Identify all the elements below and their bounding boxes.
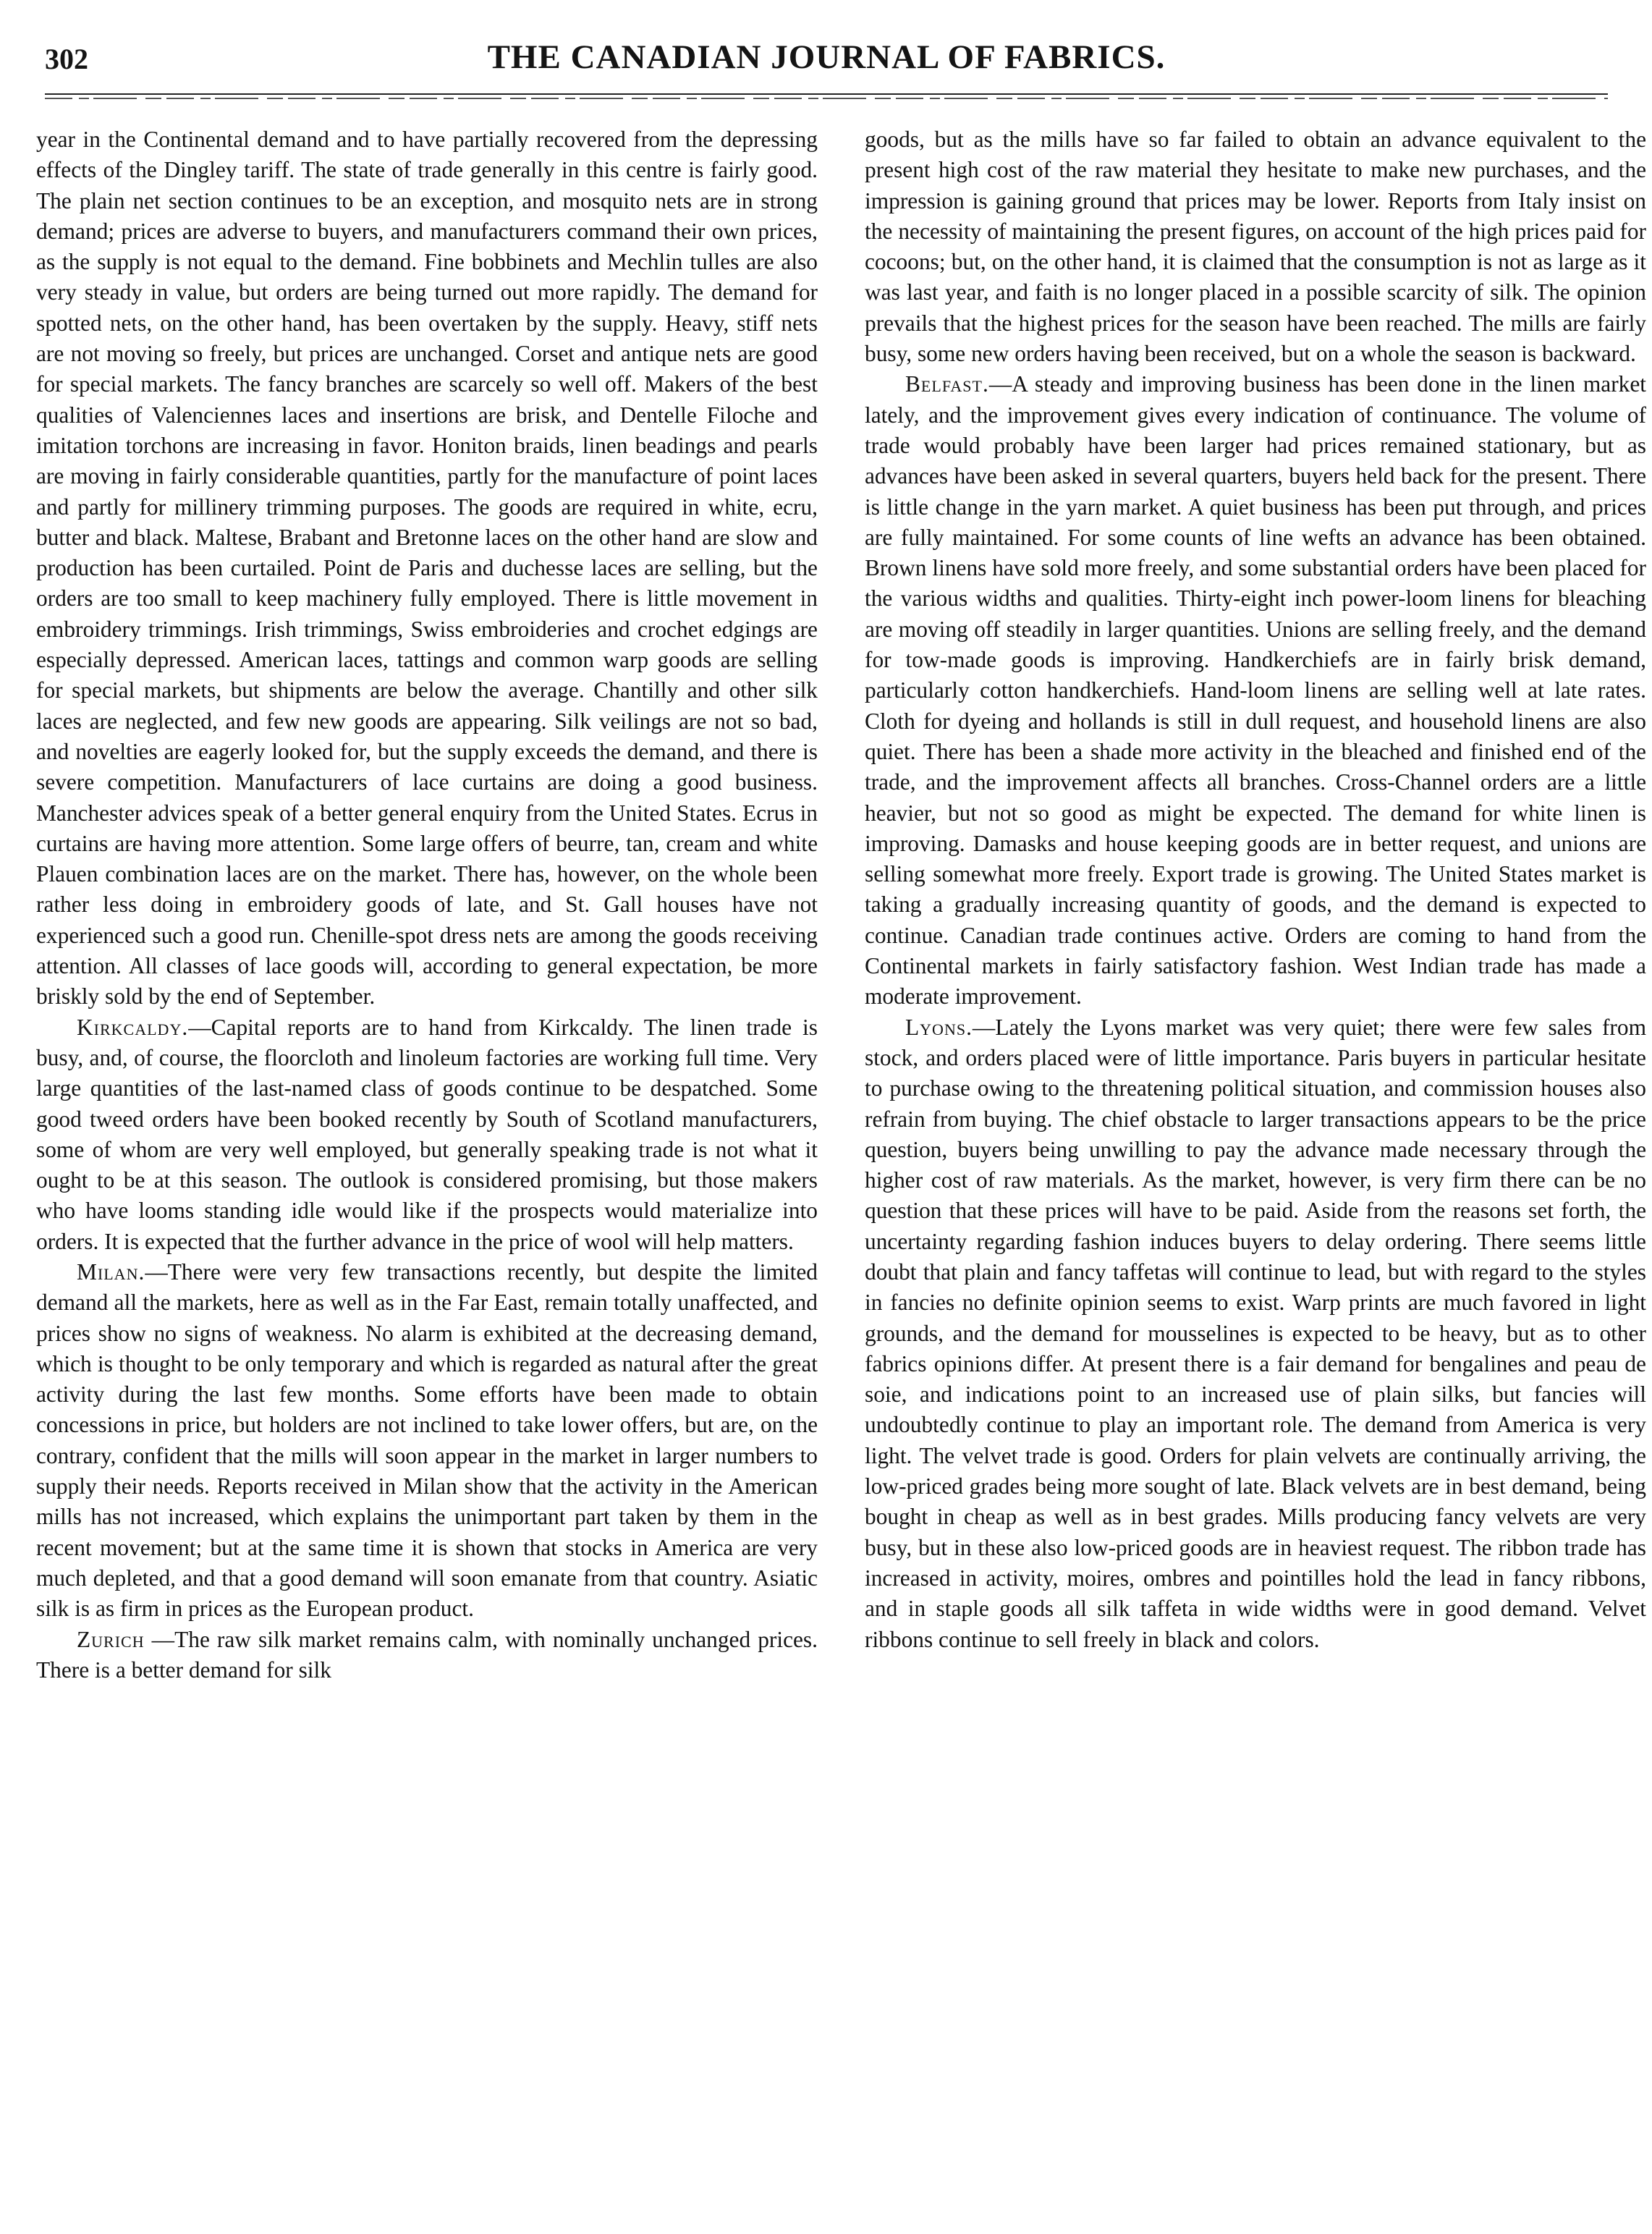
- zurich-heading: Zurich: [77, 1626, 145, 1652]
- milan-text: —There were very few transactions recently, but despite the limited demand all the markets, here as well as in the Far East, remain totally unaffected, and prices show no signs of weakness. No alarm is exhibited at the decreasing demand, which is thought to be only temporary and which is regarded as natural after the great activity during the last few months. Some efforts have been made to obtain concessions in price, but holders are not inclined to take lower offers, but are, on the contrary, confident that the mills will soon appear in the market in larger numbers to supply their needs. Reports received in Milan show that the activity in the American mills has not increased, which explains the unimportant part taken by them in the recent movement; but at the same time it is shown that stocks in America are very much depleted, and that a good demand will soon emanate from that country. Asiatic silk is as firm in prices as the European product.: [36, 1258, 818, 1622]
- right-column: [865, 124, 1646, 1655]
- page-header: [45, 38, 1608, 88]
- zurich-paragraph: [36, 1625, 818, 1686]
- lyons-paragraph: [865, 1012, 1646, 1655]
- header-rule: [45, 91, 1608, 103]
- page-number: 302: [45, 43, 88, 75]
- kirkcaldy-heading: Kirkcaldy.: [77, 1014, 189, 1040]
- belfast-paragraph: [865, 369, 1646, 1012]
- zurich-text: —The raw silk market remains calm, with nominally unchanged prices. There is a better demand for silk: [36, 1626, 818, 1683]
- kirkcaldy-text: —Capital reports are to hand from Kirkcaldy. The linen trade is busy, and, of course, the floorcloth and linoleum factories are working full time. Very large quantities of the last-named class of goods continue to be despatched. Some good tweed orders have been booked recently by South of Scotland manufacturers, some of whom are very well employed, but generally speaking trade is not what it ought to be at this season. The outlook is considered promising, but those makers who have looms standing idle would like if the prospects would materialize into orders. It is expected that the further advance in the price of wool will help matters.: [36, 1014, 818, 1254]
- milan-heading: Milan.: [77, 1258, 145, 1285]
- kirkcaldy-paragraph: [36, 1012, 818, 1257]
- lyons-text: —Lately the Lyons market was very quiet; there were few sales from stock, and orders placed were of little importance. Paris buyers in particular hesitate to purchase owing to the threatening political situation, and commission houses also refrain from buying. The chief obstacle to larger transactions appears to be the price question, buyers being unwilling to pay the advance made necessary through the higher cost of raw materials. As the market, however, is very firm there can be no question that these prices will have to be paid. Aside from the reasons set forth, the uncertainty regarding fashion induces buyers to delay ordering. There seems little doubt that plain and fancy taffetas will continue to lead, but with regard to the styles in fancies no definite opinion seems to exist. Warp prints are much favored in light grounds, and the demand for mousselines is expected to be heavy, but as to other fabrics opinions differ. At present there is a fair demand for bengalines and peau de soie, and indications point to an increased use of plain silks, but fancies will undoubtedly continue to play an important role. The demand from America is very light. The velvet trade is good. Orders for plain velvets are continually arriving, the low-priced grades being more sought of late. Black velvets are in best demand, being bought in cheap as well as in best grades. Mills producing fancy velvets are very busy, but in these also low-priced goods are in heaviest request. The ribbon trade has increased in activity, moires, ombres and pointilles hold the lead in fancy ribbons, and in staple goods all silk taffeta in wide widths were in good demand. Velvet ribbons continue to sell freely in black and colors.: [865, 1014, 1646, 1652]
- belfast-text: —A steady and improving business has been done in the linen market lately, and the improvement gives every indication of continuance. The volume of trade would probably have been larger had prices remained stationary, but as advances have been asked in several quarters, buyers held back for the present. There is little change in the yarn market. A quiet business has been put through, and prices are fully maintained. For some counts of line wefts an advance has been obtained. Brown linens have sold more freely, and some substantial orders have been placed for the various widths and qualities. Thirty-eight inch power-loom linens for bleaching are moving off steadily in larger quantities. Unions are selling freely, and the demand for tow-made goods is improving. Handkerchiefs are in fairly brisk demand, particularly cotton handkerchiefs. Hand-loom linens are selling well at late rates. Cloth for dyeing and hollands is still in dull request, and household linens are also quiet. There has been a shade more activity in the bleached and finished end of the trade, and the improvement affects all branches. Cross-Channel orders are a little heavier, but not so good as might be expected. The demand for white linen is improving. Damasks and house keeping goods are in better request, and unions are selling somewhat more freely. Export trade is growing. The United States market is taking a gradually increasing quantity of goods, and the demand is expected to continue. Canadian trade continues active. Orders are coming to hand from the Continental markets in fairly satisfactory fashion. West Indian trade has made a moderate improvement.: [865, 371, 1646, 1010]
- milan-paragraph: [36, 1257, 818, 1625]
- belfast-heading: Belfast.: [905, 371, 989, 397]
- zurich-continued-paragraph: goods, but as the mills have so far failed to obtain an advance equivalent to the present high cost of the raw material they hesitate to make new purchases, and the impression is gaining ground that prices may be lower. Reports from Italy insist on the necessity of maintaining the present figures, on account of the high prices paid for cocoons; but, on the other hand, it is claimed that the consumption is not as large as it was last year, and faith is no longer placed in a possible scarcity of silk. The opinion prevails that the highest prices for the season have been reached. The mills are fairly busy, some new orders having been received, but on a whole the season is backward.: [865, 127, 1646, 367]
- journal-title: THE CANADIAN JOURNAL OF FABRICS.: [487, 38, 1166, 76]
- lace-market-paragraph: year in the Continental demand and to have partially recovered from the depressing effects of the Dingley tariff. The state of trade generally in this centre is fairly good. The plain net section continues to be an exception, and mosquito nets are in strong demand; prices are adverse to buyers, and manufacturers command their own prices, as the supply is not equal to the demand. Fine bobbinets and Mechlin tulles are also very steady in value, but orders are being turned out more rapidly. The demand for spotted nets, on the other hand, has been overtaken by the supply. Heavy, stiff nets are not moving so freely, but prices are unchanged. Corset and antique nets are good for special markets. The fancy branches are scarcely so well off. Makers of the best qualities of Valenciennes laces and insertions are brisk, and Dentelle Filoche and imitation torchons are increasing in favor. Honiton braids, linen beadings and pearls are moving in fairly considerable quantities, partly for the manufacture of point laces and partly for millinery trimming purposes. The goods are required in white, ecru, butter and black. Maltese, Brabant and Bretonne laces on the other hand are slow and production has been curtailed. Point de Paris and duchesse laces are selling, but the orders are too small to keep machinery fully employed. There is little movement in embroidery trimmings. Irish trimmings, Swiss embroideries and crochet edgings are especially depressed. American laces, tattings and common warp goods are selling for special markets, but shipments are below the average. Chantilly and other silk laces are neglected, and few new goods are appearing. Silk veilings are not so bad, and novelties are eagerly looked for, but the supply exceeds the demand, and there is severe competition. Manufacturers of lace curtains are doing a good business. Manchester advices speak of a better general enquiry from the United States. Ecrus in curtains are having more attention. Some large offers of beurre, tan, cream and white Plauen combination laces are on the market. There has, however, on the whole been rather less doing in embroidery goods of late, and St. Gall houses have not experienced such a good run. Chenille-spot dress nets are among the goods receiving attention. All classes of lace goods will, according to general expectation, be more briskly sold by the end of September.: [36, 127, 818, 1010]
- left-column: [36, 124, 818, 1685]
- lyons-heading: Lyons.: [905, 1014, 973, 1040]
